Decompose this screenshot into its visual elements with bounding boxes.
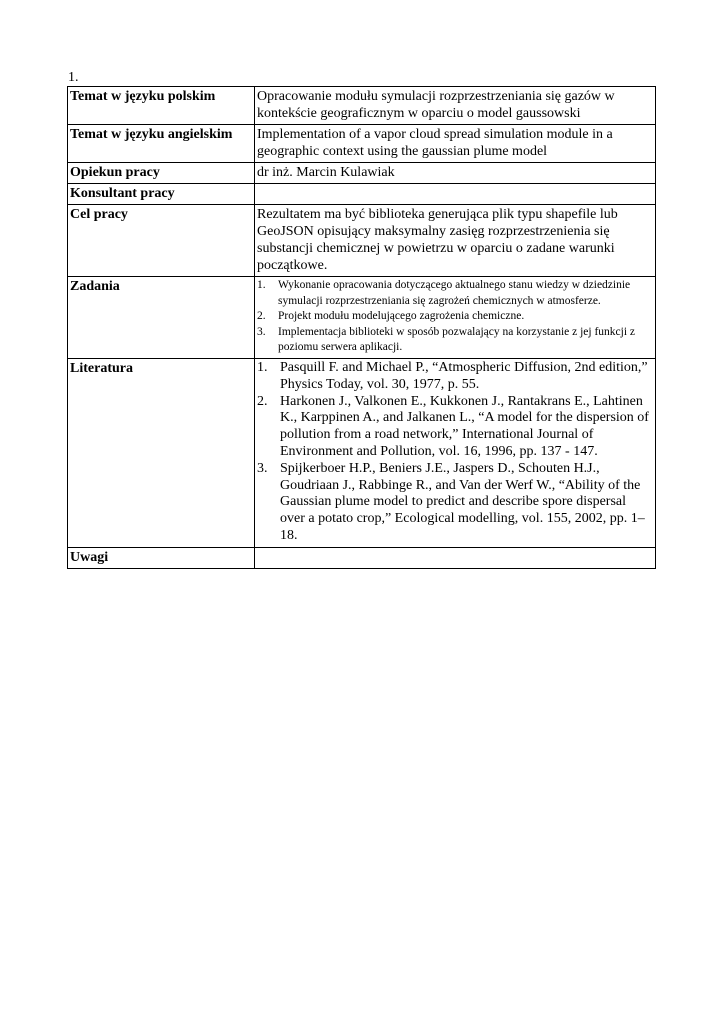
value-remarks — [255, 547, 656, 568]
value-topic-en: Implementation of a vapor cloud spread simulation module in a geographic context using the gaussian plume model — [255, 125, 656, 163]
table-row-literature — [68, 358, 656, 547]
table-row-remarks — [68, 547, 656, 568]
list-item — [257, 278, 653, 309]
document-number: 1. — [68, 70, 79, 85]
label-consultant: Konsultant pracy — [68, 184, 255, 205]
list-item-number: 1. — [257, 279, 266, 291]
list-item — [257, 461, 653, 545]
table-row-supervisor — [68, 163, 656, 184]
table-row-consultant — [68, 184, 656, 205]
list-item-number: 2. — [257, 310, 266, 323]
tasks-list — [257, 278, 653, 356]
thesis-info-table — [67, 86, 656, 569]
list-item — [257, 394, 653, 461]
value-goal: Rezultatem ma być biblioteka generująca plik typu shapefile lub GeoJSON opisujący maksymalny zasięg rozprzestrzenienia się substancji chemicznej w powietrzu w oparciu o zadane warunki początkowe. — [255, 205, 656, 277]
value-literature — [255, 358, 656, 547]
list-item-text: Pasquill F. and Michael P., “Atmospheric Diffusion, 2nd edition,” Physics Today, vol. 30, 1977, p. 55. — [280, 359, 648, 392]
list-item-number: 3. — [257, 460, 268, 476]
table-row-topic-pl — [68, 87, 656, 125]
list-item-number: 2. — [257, 393, 268, 409]
list-item-text: Projekt modułu modelującego zagrożenia chemiczne. — [278, 310, 525, 323]
table-row-topic-en — [68, 125, 656, 163]
table-row-goal — [68, 205, 656, 277]
list-item-number: 1. — [257, 359, 268, 375]
list-item-text: Spijkerboer H.P., Beniers J.E., Jaspers D., Schouten H.J., Goudriaan J., Rabbinge R., and Van der Werf W., “Ability of the Gaussian plume model to predict and describe spore dispersal over a potato crop,” Ecological modelling, vol. 155, 2002, pp. 1–18. — [280, 460, 645, 543]
label-topic-pl: Temat w języku polskim — [68, 87, 255, 125]
literature-list — [257, 360, 653, 545]
label-literature: Literatura — [68, 358, 255, 547]
list-item-text: Harkonen J., Valkonen E., Kukkonen J., Rantakrans E., Lahtinen K., Karppinen A., and Jalkanen L., “A model for the dispersion of pollution from a road network,” International Journal of Environment and Pollution, vol. 16, 1996, pp. 137 - 147. — [280, 393, 649, 459]
list-item — [257, 360, 653, 394]
list-item-number: 3. — [257, 325, 266, 338]
label-supervisor: Opiekun pracy — [68, 163, 255, 184]
value-tasks — [255, 277, 656, 359]
value-supervisor: dr inż. Marcin Kulawiak — [255, 163, 656, 184]
table-row-tasks — [68, 277, 656, 359]
label-topic-en: Temat w języku angielskim — [68, 125, 255, 163]
value-consultant — [255, 184, 656, 205]
value-topic-pl: Opracowanie modułu symulacji rozprzestrzeniania się gazów w kontekście geograficznym w oparciu o model gaussowski — [255, 87, 656, 125]
list-item — [257, 325, 653, 356]
label-remarks: Uwagi — [68, 547, 255, 568]
label-goal: Cel pracy — [68, 205, 255, 277]
label-tasks: Zadania — [68, 277, 255, 359]
list-item-text: Implementacja biblioteki w sposób pozwalający na korzystanie z jej funkcji z poziomu serwera aplikacji. — [278, 325, 636, 354]
list-item-text: Wykonanie opracowania dotyczącego aktualnego stanu wiedzy w dziedzinie symulacji rozprzestrzeniania się zagrożeń chemicznych w atmosferze. — [278, 279, 631, 307]
list-item — [257, 309, 653, 325]
